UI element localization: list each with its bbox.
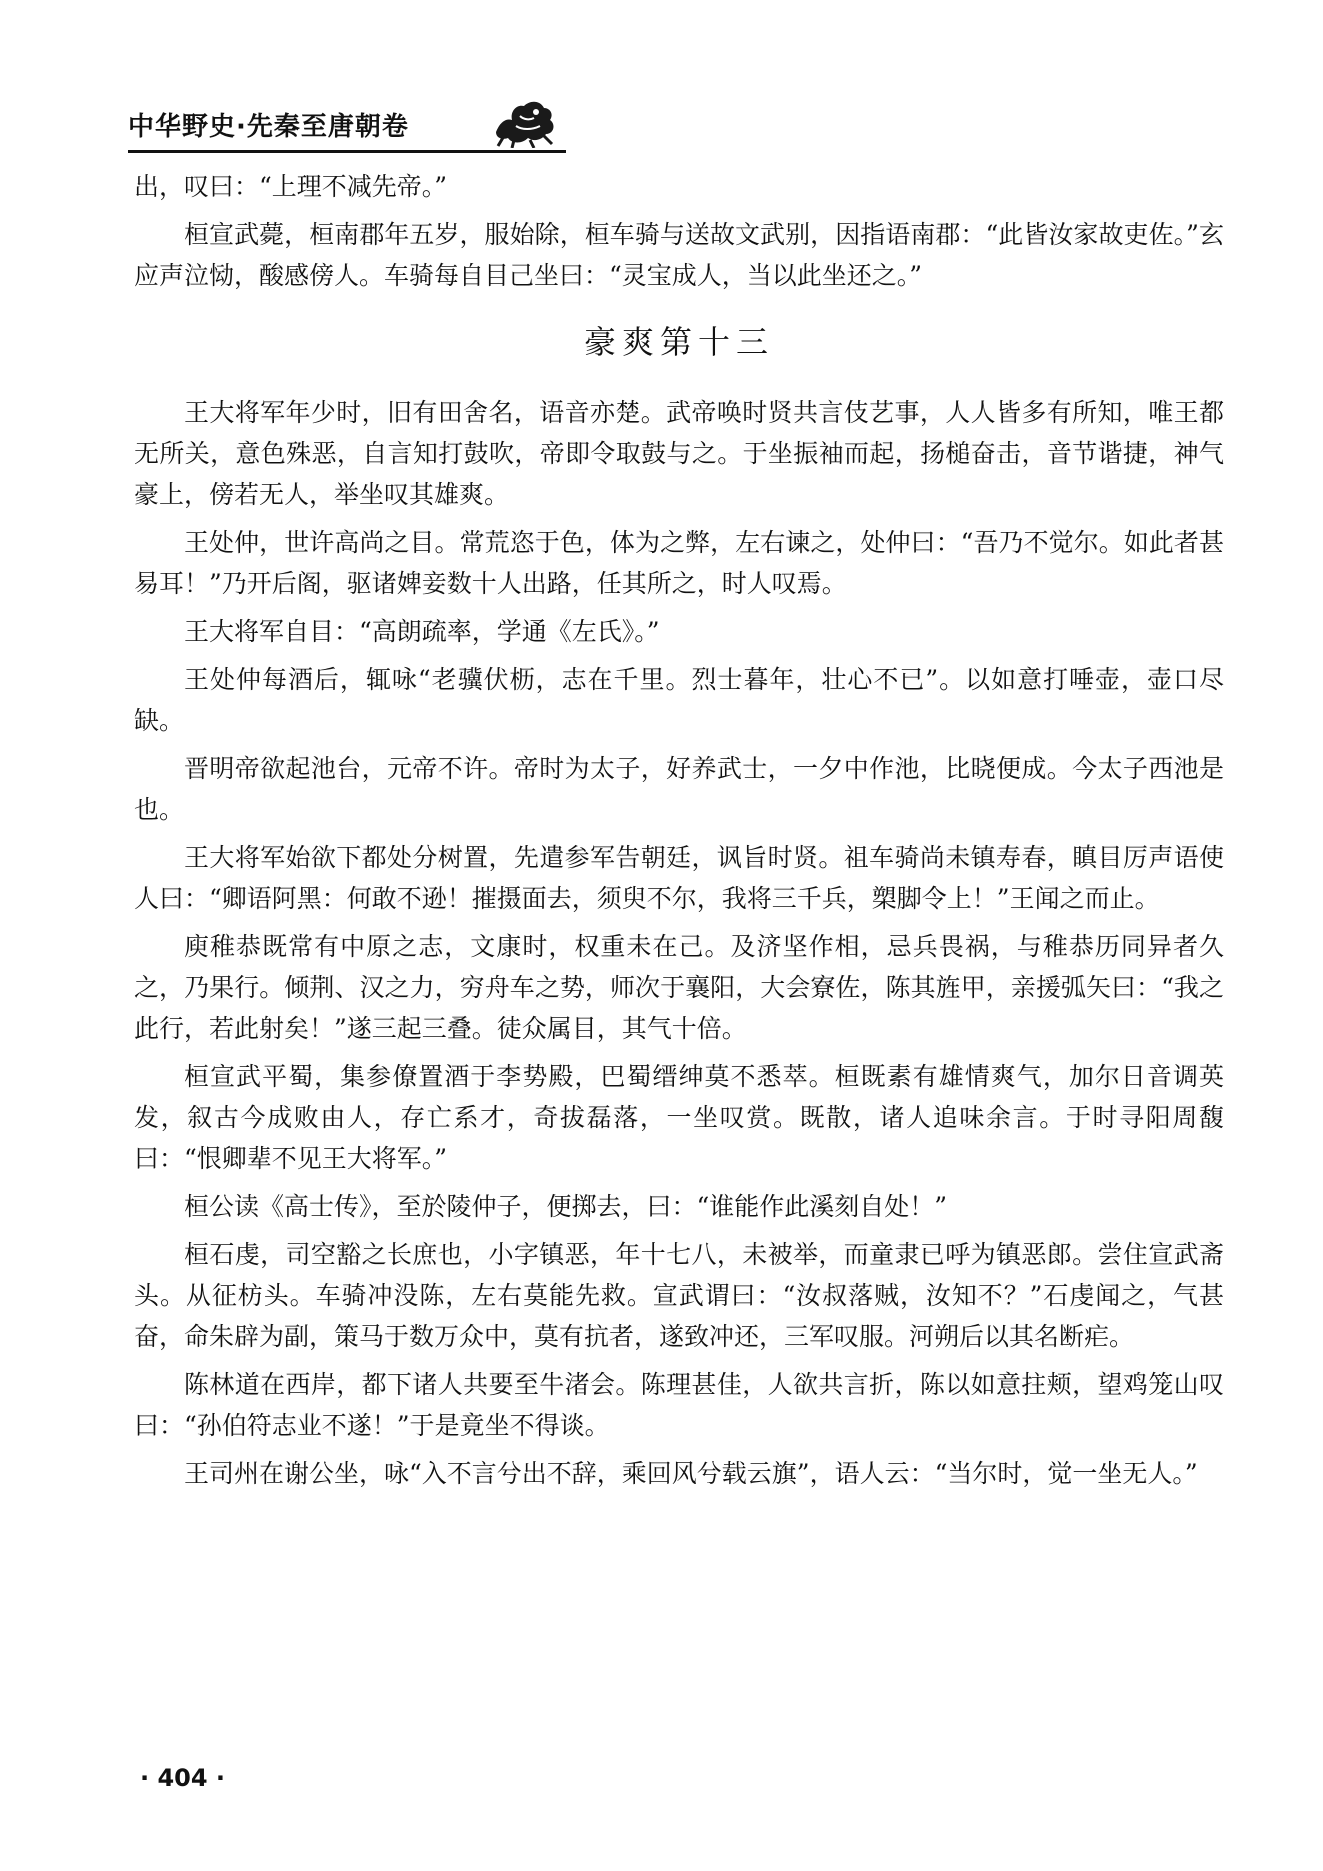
book-title: 中华野史·先秦至唐朝卷 xyxy=(128,112,409,142)
paragraph: 王司州在谢公坐，咏“入不言兮出不辞，乘回风兮载云旗”，语人云：“当尔时，觉一坐无人。” xyxy=(184,1459,1198,1488)
paragraph: 陈林道在西岸，都下诸人共要至牛渚会。陈理甚佳，人欲共言折，陈以如意拄颊，望鸡笼山叹曰：“孙伯符志业不遂！”于是竟坐不得谈。 xyxy=(134,1370,1224,1440)
paragraph: 桓公读《高士传》，至於陵仲子，便掷去，曰：“谁能作此溪刻自处！” xyxy=(184,1192,948,1221)
paragraph: 王处仲每酒后，辄咏“老骥伏枥，志在千里。烈士暮年，壮心不已”。以如意打唾壶，壶口尽缺。 xyxy=(134,665,1224,735)
page-body xyxy=(134,166,1224,1501)
paragraph: 桓宣武薨，桓南郡年五岁，服始除，桓车骑与送故文武别，因指语南郡：“此皆汝家故吏佐。”玄应声泣恸，酸感傍人。车骑每自目己坐曰：“灵宝成人，当以此坐还之。” xyxy=(134,220,1224,290)
paragraph: 王大将军年少时，旧有田舍名，语音亦楚。武帝唤时贤共言伎艺事，人人皆多有所知，唯王都无所关，意色殊恶，自言知打鼓吹，帝即令取鼓与之。于坐振袖而起，扬槌奋击，音节谐捷，神气豪上，傍若无人，举坐叹其雄爽。 xyxy=(134,398,1224,509)
paragraph: 桓宣武平蜀，集参僚置酒于李势殿，巴蜀缙绅莫不悉萃。桓既素有雄情爽气，加尔日音调英发，叙古今成败由人，存亡系才，奇拔磊落，一坐叹赏。既散，诸人追味余言。于时寻阳周馥曰：“恨卿辈不见王大将军。” xyxy=(134,1062,1224,1173)
paragraph: 王大将军始欲下都处分树置，先遣参军告朝廷，讽旨时贤。祖车骑尚未镇寿春，瞋目厉声语使人曰：“卿语阿黑：何敢不逊！摧摄面去，须臾不尔，我将三千兵，槊脚令上！”王闻之而止。 xyxy=(134,843,1224,913)
dragon-emblem-icon xyxy=(490,92,560,148)
running-header xyxy=(128,92,568,142)
paragraph: 出，叹曰：“上理不减先帝。” xyxy=(134,172,448,201)
paragraph: 王处仲，世许高尚之目。常荒恣于色，体为之弊，左右谏之，处仲曰：“吾乃不觉尔。如此者甚易耳！”乃开后阁，驱诸婢妾数十人出路，任其所之，时人叹焉。 xyxy=(134,528,1224,598)
chapter-title: 豪爽第十三 xyxy=(583,323,774,361)
paragraph: 桓石虔，司空豁之长庶也，小字镇恶，年十七八，未被举，而童隶已呼为镇恶郎。尝住宣武斋头。从征枋头。车骑冲没陈，左右莫能先救。宣武谓曰：“汝叔落贼，汝知不？”石虔闻之，气甚奋，命朱辟为副，策马于数万众中，莫有抗者，遂致冲还，三军叹服。河朔后以其名断疟。 xyxy=(134,1240,1224,1351)
page-number: · 404 · xyxy=(140,1764,226,1792)
paragraph: 庾稚恭既常有中原之志，文康时，权重未在己。及济坚作相，忌兵畏祸，与稚恭历同异者久之，乃果行。倾荆、汉之力，穷舟车之势，师次于襄阳，大会寮佐，陈其旌甲，亲援弧矢曰：“我之此行，若此射矣！”遂三起三叠。徒众属目，其气十倍。 xyxy=(134,932,1224,1043)
header-rule xyxy=(128,150,566,153)
paragraph: 王大将军自目：“高朗疏率，学通《左氏》。” xyxy=(184,617,660,646)
paragraph: 晋明帝欲起池台，元帝不许。帝时为太子，好养武士，一夕中作池，比晓便成。今太子西池是也。 xyxy=(134,754,1224,824)
